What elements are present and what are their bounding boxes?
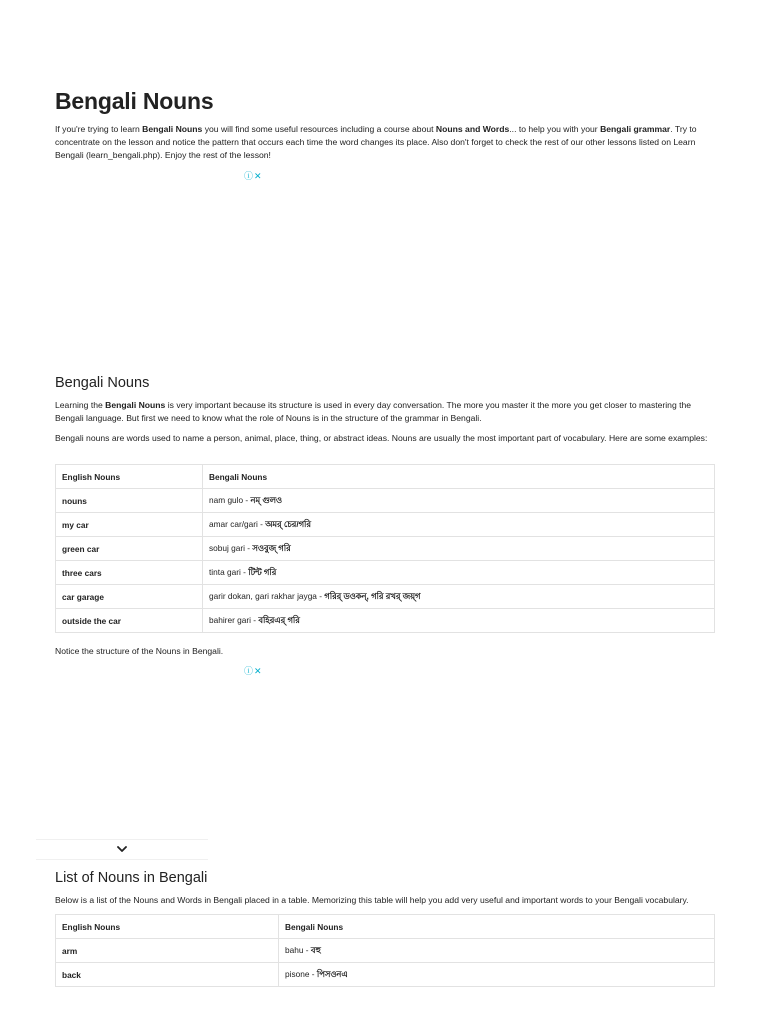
transliteration: pisone - xyxy=(285,968,317,979)
table-row xyxy=(56,585,715,609)
transliteration: bahu - xyxy=(285,944,311,955)
english-noun-cell: outside the car xyxy=(56,609,203,633)
table-header: English Nouns xyxy=(56,915,279,939)
intro-text: . Try to concentrate on the lesson and notice the pattern that occurs each time the word changes its place. Also don't forget to check the rest of our other lessons listed on Learn Bengali (learn_bengali.php). Enjoy the rest of the lesson! xyxy=(55,124,697,160)
table-header-row xyxy=(56,915,715,939)
bengali-script: গরির্ ডওকন্, গরি রখর্ জয়্গ xyxy=(324,590,421,601)
table-row xyxy=(56,939,715,963)
chevron-down-icon[interactable] xyxy=(117,846,127,853)
section-heading: List of Nouns in Bengali xyxy=(55,870,208,886)
bengali-script: নম্ গুলও xyxy=(250,494,283,505)
section-paragraph: Below is a list of the Nouns and Words in Bengali placed in a table. Memorizing this table will help you add very useful and important words to your Bengali vocabulary. xyxy=(55,895,689,905)
table-header: Bengali Nouns xyxy=(203,465,715,489)
bengali-noun-cell xyxy=(203,489,715,513)
bengali-noun-cell xyxy=(203,561,715,585)
english-noun-cell: nouns xyxy=(56,489,203,513)
section-text: Learning the xyxy=(55,400,106,410)
bengali-script: টিন্ট গরি xyxy=(248,566,277,577)
transliteration: nam gulo - xyxy=(209,494,251,505)
english-noun-cell: back xyxy=(56,963,279,987)
bengali-script: বহু xyxy=(310,944,321,955)
section-bold: Bengali Nouns xyxy=(105,400,166,410)
ad-choices-icon[interactable]: ⓘ✕ xyxy=(244,171,263,181)
bengali-script: বহিরএর্ গরি xyxy=(258,614,300,625)
table-row xyxy=(56,561,715,585)
bengali-noun-cell xyxy=(279,939,715,963)
bengali-noun-cell xyxy=(203,513,715,537)
transliteration: garir dokan, gari rakhar jayga - xyxy=(209,590,325,601)
table-row xyxy=(56,537,715,561)
section-text: is very important because its structure is used in every day conversation. The more you master it the more you get closer to mastering the Bengali language. But first we need to know what the role of Nouns is in the structure of the grammar in Bengali. xyxy=(55,400,692,423)
section-heading: Bengali Nouns xyxy=(55,375,150,391)
transliteration: bahirer gari - xyxy=(209,614,259,625)
nouns-list-table xyxy=(55,914,715,987)
section-note: Notice the structure of the Nouns in Bengali. xyxy=(55,646,224,656)
table-header: Bengali Nouns xyxy=(279,915,715,939)
bengali-script: সওবুজ্ গরি xyxy=(252,542,291,553)
intro-text: ... to help you with your xyxy=(509,124,601,134)
bengali-noun-cell xyxy=(203,537,715,561)
bengali-script: অমর্ চের/গরি xyxy=(265,518,311,529)
table-row xyxy=(56,513,715,537)
section-paragraph: Bengali nouns are words used to name a person, animal, place, thing, or abstract ideas. Nouns are usually the most important part of vocabulary. Here are some examples: xyxy=(55,433,708,443)
bengali-noun-cell xyxy=(203,585,715,609)
transliteration: sobuj gari - xyxy=(209,542,253,553)
section-paragraph xyxy=(55,399,720,424)
bengali-noun-cell xyxy=(203,609,715,633)
table-row xyxy=(56,963,715,987)
bengali-script: পিসওনএ xyxy=(316,968,348,979)
table-row xyxy=(56,609,715,633)
transliteration: tinta gari - xyxy=(209,566,249,577)
table-header: English Nouns xyxy=(56,465,203,489)
intro-paragraph xyxy=(55,123,720,162)
table-header-row xyxy=(56,465,715,489)
intro-bold: Bengali Nouns xyxy=(142,124,203,134)
intro-text: If you're trying to learn xyxy=(55,124,143,134)
table-row xyxy=(56,489,715,513)
collapse-ad-button[interactable] xyxy=(36,839,208,860)
page-title: Bengali Nouns xyxy=(55,88,214,114)
intro-text: you will find some useful resources including a course about xyxy=(202,124,436,134)
intro-bold: Bengali grammar xyxy=(600,124,671,134)
english-noun-cell: arm xyxy=(56,939,279,963)
english-noun-cell: car garage xyxy=(56,585,203,609)
nouns-table xyxy=(55,464,715,633)
english-noun-cell: three cars xyxy=(56,561,203,585)
ad-choices-icon[interactable]: ⓘ✕ xyxy=(244,666,263,676)
intro-bold: Nouns and Words xyxy=(435,124,510,134)
english-noun-cell: my car xyxy=(56,513,203,537)
bengali-noun-cell xyxy=(279,963,715,987)
transliteration: amar car/gari - xyxy=(209,518,266,529)
english-noun-cell: green car xyxy=(56,537,203,561)
